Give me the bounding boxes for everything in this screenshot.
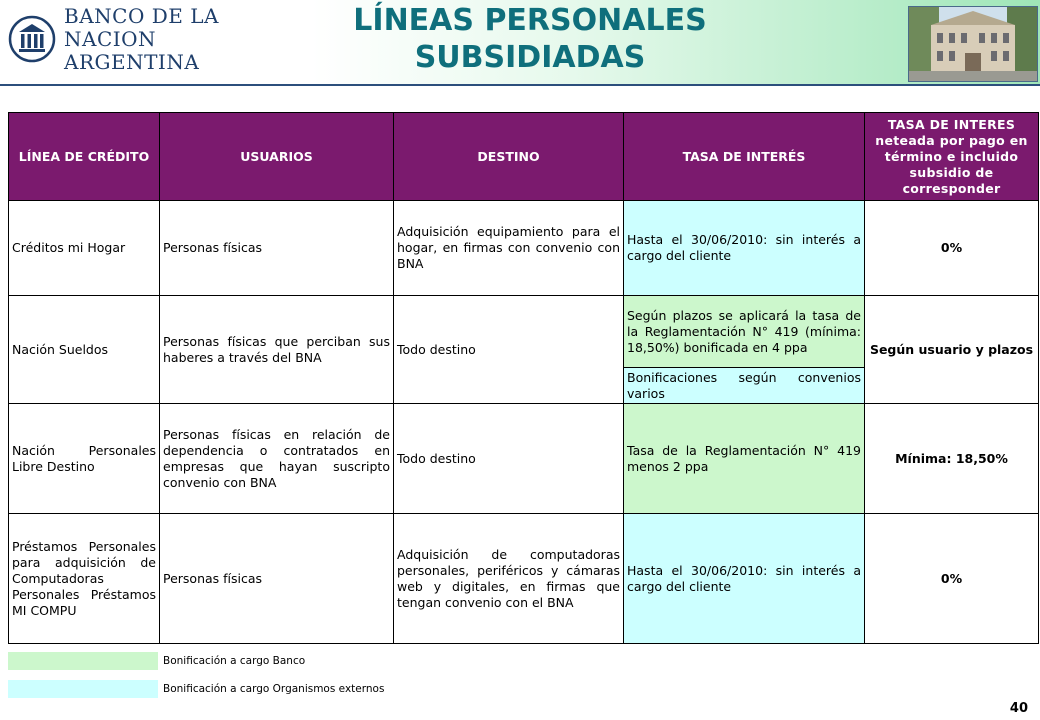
header-linea: LÍNEA DE CRÉDITO — [9, 113, 160, 201]
table-row — [9, 514, 1039, 644]
title-line1: LÍNEAS PERSONALES — [353, 3, 707, 38]
cell-linea: Nación Sueldos — [9, 296, 160, 404]
header-destino: DESTINO — [394, 113, 624, 201]
cell-usuarios: Personas físicas que perciban sus haberes a través del BNA — [160, 296, 394, 404]
cyan-swatch — [8, 680, 158, 698]
cell-tasa-b: Bonificaciones según convenios varios — [624, 368, 865, 404]
bank-building-icon — [8, 15, 56, 63]
legend-cyan — [8, 680, 384, 698]
table-row — [9, 404, 1039, 514]
table-row — [9, 201, 1039, 296]
bank-name-line2: NACION ARGENTINA — [64, 26, 200, 74]
cell-usuarios: Personas físicas — [160, 201, 394, 296]
header-tasa-neta: TASA DE INTERES neteada por pago en término e incluido subsidio de corresponder — [865, 113, 1039, 201]
cell-tasa: Según plazos se aplicará la tasa de la Reglamentación N° 419 (mínima: 18,50%) bonificada en 4 ppa — [624, 296, 865, 368]
bank-name-line1: BANCO DE LA — [64, 3, 219, 28]
cell-linea: Créditos mi Hogar — [9, 201, 160, 296]
cell-destino: Todo destino — [394, 296, 624, 404]
slide-header — [0, 0, 1040, 86]
title-line2: SUBSIDIADAS — [414, 40, 646, 75]
cell-linea: Préstamos Personales para adquisición de Computadoras Personales Préstamos MI COMPU — [9, 514, 160, 644]
cell-linea: Nación Personales Libre Destino — [9, 404, 160, 514]
table-header-row — [9, 113, 1039, 201]
cell-tasa-neta: 0% — [865, 201, 1039, 296]
legend-green-label: Bonificación a cargo Banco — [163, 655, 306, 667]
cell-tasa-neta: Según usuario y plazos — [865, 296, 1039, 404]
bank-logo — [8, 3, 280, 74]
cell-tasa-neta: Mínima: 18,50% — [865, 404, 1039, 514]
cell-tasa: Tasa de la Reglamentación N° 419 menos 2 ppa — [624, 404, 865, 514]
building-photo — [908, 6, 1038, 82]
cell-usuarios: Personas físicas en relación de dependencia o contratados en empresas que hayan suscripto convenio con BNA — [160, 404, 394, 514]
header-usuarios: USUARIOS — [160, 113, 394, 201]
green-swatch — [8, 652, 158, 670]
credit-lines-table — [8, 112, 1039, 644]
table-row — [9, 296, 1039, 368]
header-tasa: TASA DE INTERÉS — [624, 113, 865, 201]
legend-cyan-label: Bonificación a cargo Organismos externos — [163, 683, 385, 695]
cell-destino: Todo destino — [394, 404, 624, 514]
cell-tasa-neta: 0% — [865, 514, 1039, 644]
cell-tasa: Hasta el 30/06/2010: sin interés a cargo del cliente — [624, 201, 865, 296]
cell-destino: Adquisición equipamiento para el hogar, en firmas con convenio con BNA — [394, 201, 624, 296]
legend-green — [8, 652, 305, 670]
cell-usuarios: Personas físicas — [160, 514, 394, 644]
cell-tasa: Hasta el 30/06/2010: sin interés a cargo del cliente — [624, 514, 865, 644]
cell-destino: Adquisición de computadoras personales, periféricos y cámaras web y digitales, en firmas que tengan convenio con el BNA — [394, 514, 624, 644]
page-title — [340, 2, 720, 76]
page-number: 40 — [1009, 701, 1028, 716]
